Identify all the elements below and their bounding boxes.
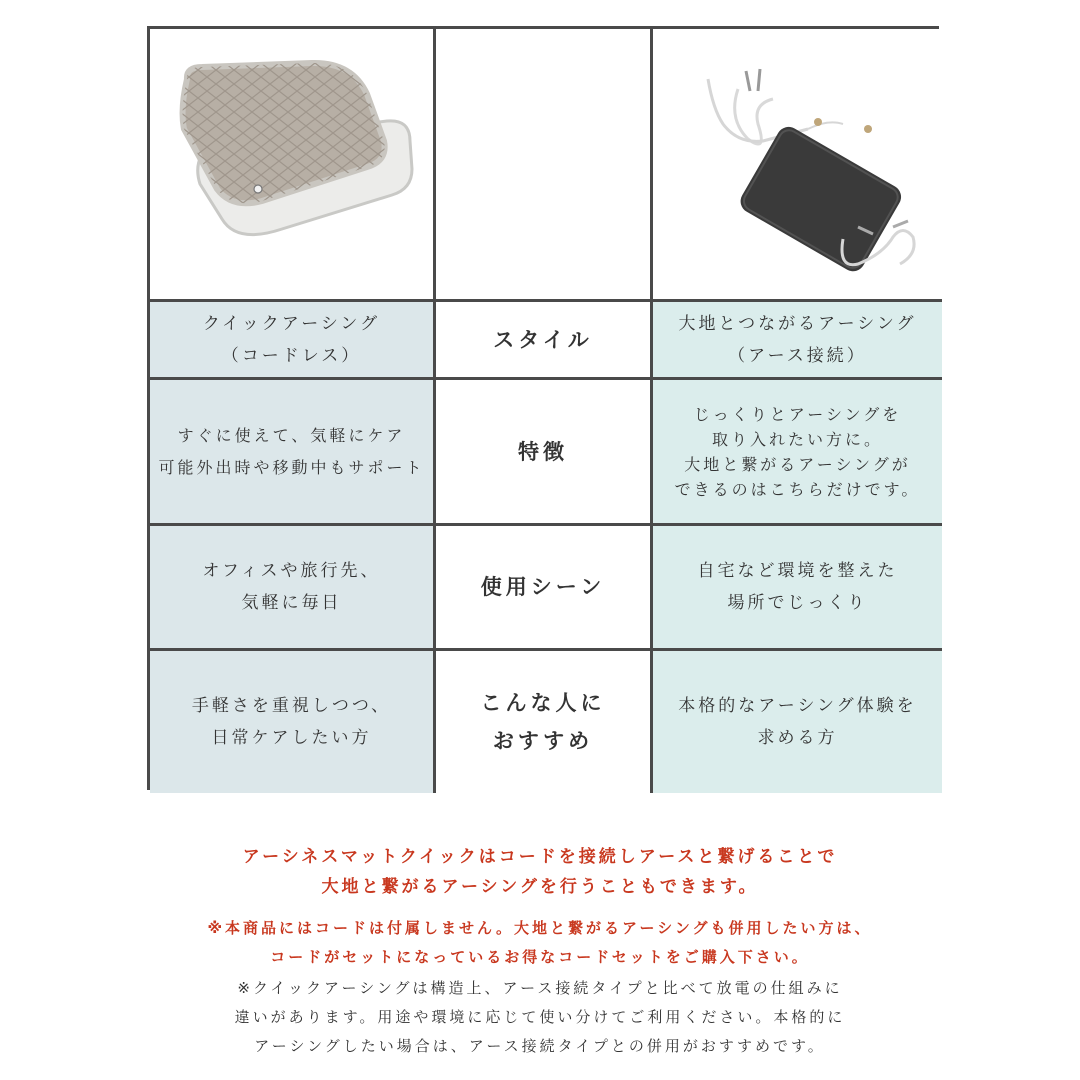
warning-note: ※本商品にはコードは付属しません。大地と繋がるアーシングも併用したい方は、 コードがセットになっているお得なコードセットをご購入下さい。 bbox=[207, 919, 873, 966]
quick-mat-image bbox=[162, 49, 422, 279]
right-scene-cell bbox=[653, 526, 942, 651]
main-note: アーシネスマットクイックはコードを接続しアースと繋げることで 大地と繋がるアーシングを行うこともできます。 bbox=[242, 847, 838, 897]
right-scene-text: 自宅など環境を整えた 場所でじっくり bbox=[697, 561, 898, 613]
comparison-table bbox=[147, 26, 939, 790]
ground-mat-image bbox=[668, 49, 928, 279]
header-empty-cell bbox=[436, 29, 653, 302]
ground-mat-image-cell bbox=[653, 29, 942, 302]
label-style: スタイル bbox=[493, 327, 593, 352]
right-style-cell bbox=[653, 302, 942, 380]
right-recommend-text: 本格的なアーシング体験を 求める方 bbox=[678, 696, 917, 748]
label-scene-cell bbox=[436, 526, 653, 651]
right-style-text: 大地とつながるアーシング （アース接続） bbox=[678, 313, 917, 366]
label-scene: 使用シーン bbox=[480, 575, 606, 599]
label-style-cell bbox=[436, 302, 653, 380]
left-feature-cell bbox=[150, 380, 436, 526]
label-feature-cell bbox=[436, 380, 653, 526]
left-recommend-cell bbox=[150, 651, 436, 793]
left-scene-cell bbox=[150, 526, 436, 651]
label-recommend-cell bbox=[436, 651, 653, 793]
quick-mat-image-cell bbox=[150, 29, 436, 302]
detail-note: ※クイックアーシングは構造上、アース接続タイプと比べて放電の仕組みに 違いがあります。用途や環境に応じて使い分けてご利用ください。本格的に アーシングしたい場合は、アース接続タイプとの併用がおすすめです。 bbox=[234, 979, 846, 1055]
right-recommend-cell bbox=[653, 651, 942, 793]
label-recommend: こんな人に おすすめ bbox=[480, 691, 606, 753]
left-style-text: クイックアーシング （コードレス） bbox=[202, 313, 381, 366]
right-feature-text: じっくりとアーシングを 取り入れたい方に。 大地と繋がるアーシングが できるのはこちらだけです。 bbox=[674, 404, 921, 499]
right-feature-cell bbox=[653, 380, 942, 526]
label-feature: 特徴 bbox=[518, 439, 568, 464]
left-style-cell bbox=[150, 302, 436, 380]
left-recommend-text: 手軽さを重視しつつ、 日常ケアしたい方 bbox=[191, 696, 392, 748]
left-scene-text: オフィスや旅行先、 気軽に毎日 bbox=[202, 561, 381, 613]
left-feature-text: すぐに使えて、気軽にケア 可能外出時や移動中もサポート bbox=[158, 425, 425, 477]
